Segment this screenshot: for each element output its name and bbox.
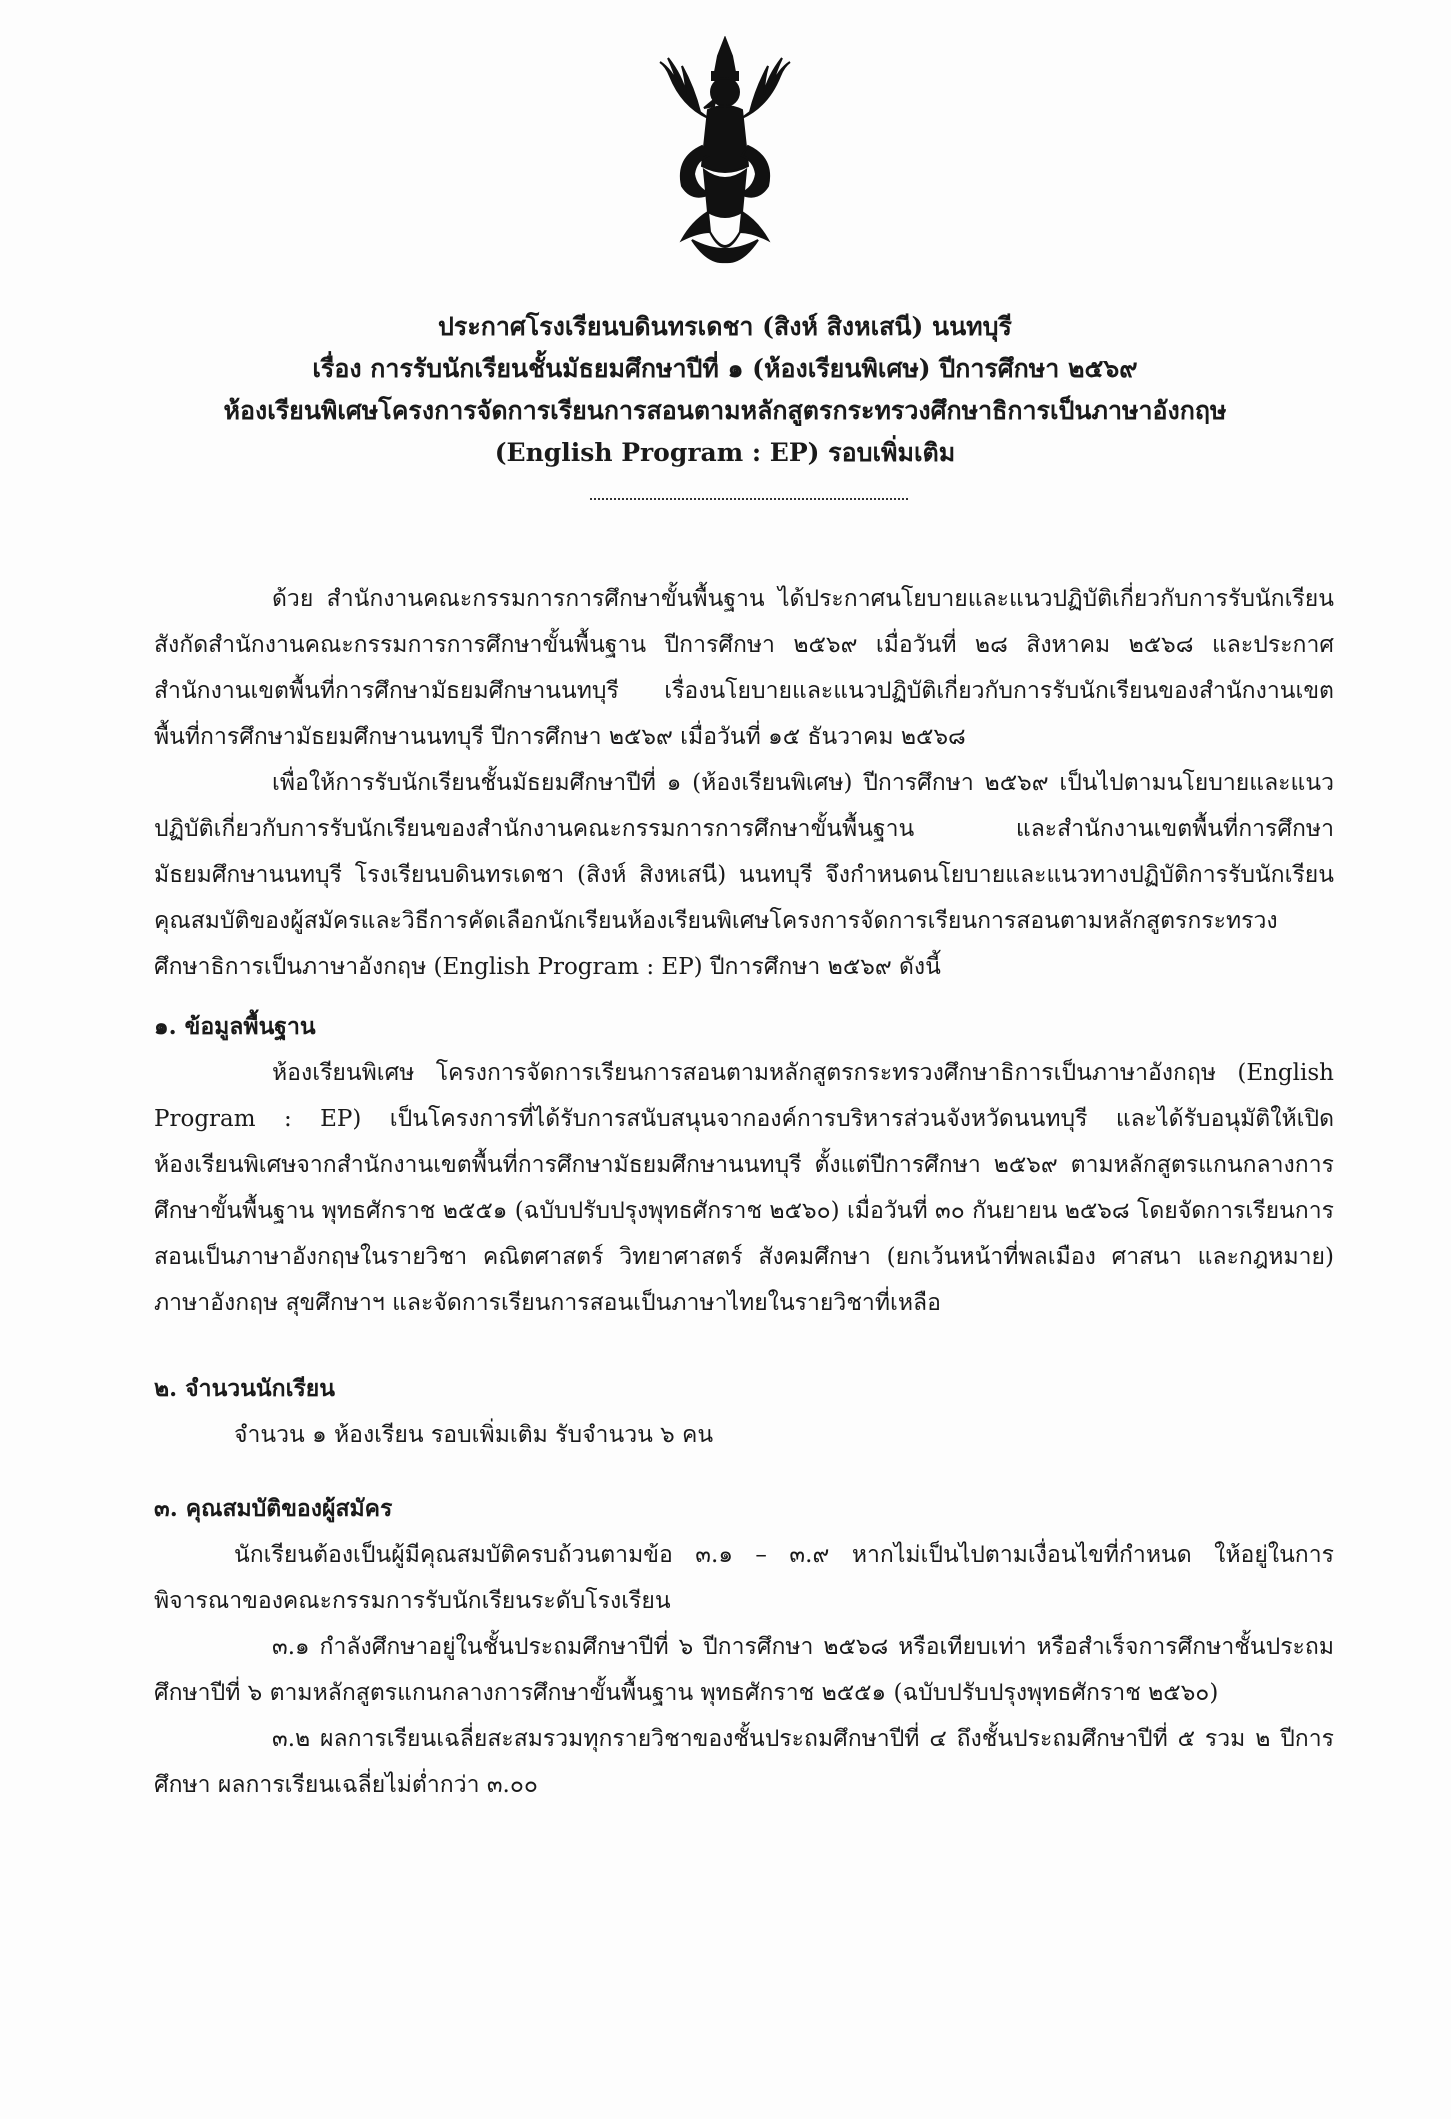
section-1-body: ห้องเรียนพิเศษ โครงการจัดการเรียนการสอนตามหลักสูตรกระทรวงศึกษาธิการเป็นภาษาอังกฤษ (English Program : EP) เป็นโครงการที่ได้รับการสนับสนุนจากองค์การบริหารส่วนจังหวัดนนทบุรี และได้รับอนุมัติให้เปิดห้องเรียนพิเศษจากสำนักงานเขตพื้นที่การศึกษามัธยมศึกษานนทบุรี ตั้งแต่ปีการศึกษา ๒๕๖๙ ตามหลักสูตรแกนกลางการศึกษาขั้นพื้นฐาน พุทธศักราช ๒๕๕๑ (ฉบับปรับปรุงพุทธศักราช ๒๕๖๐) เมื่อวันที่ ๓๐ กันยายน ๒๕๖๘ โดยจัดการเรียนการสอนเป็นภาษาอังกฤษในรายวิชา คณิตศาสตร์ วิทยาศาสตร์ สังคมศึกษา (ยกเว้นหน้าที่พลเมือง ศาสนา และกฎหมาย) ภาษาอังกฤษ สุขศึกษาฯ และจัดการเรียนการสอนเป็นภาษาไทยในรายวิชาที่เหลือ bbox=[154, 1060, 1334, 1316]
section-3-intro: นักเรียนต้องเป็นผู้มีคุณสมบัติครบถ้วนตามข้อ ๓.๑ – ๓.๙ หากไม่เป็นไปตามเงื่อนไขที่กำหนด ให้อยู่ในการพิจารณาของคณะกรรมการรับนักเรียนระดับโรงเรียน bbox=[154, 1542, 1334, 1614]
header-round-line: (English Program : EP) รอบเพิ่มเติม bbox=[494, 438, 956, 467]
header-divider bbox=[590, 498, 908, 500]
section-2-heading: ๒. จำนวนนักเรียน bbox=[154, 1375, 335, 1402]
section-3-item-2: ๓.๒ ผลการเรียนเฉลี่ยสะสมรวมทุกรายวิชาของชั้นประถมศึกษาปีที่ ๔ ถึงชั้นประถมศึกษาปีที่ ๕ รวม ๒ ปีการศึกษา ผลการเรียนเฉลี่ยไม่ต่ำกว่า ๓.๐๐ bbox=[154, 1726, 1334, 1798]
announcement-header bbox=[150, 306, 1300, 474]
garuda-emblem-icon bbox=[652, 36, 798, 264]
header-school-line: ประกาศโรงเรียนบดินทรเดชา (สิงห์ สิงหเสนี) นนทบุรี bbox=[438, 312, 1012, 341]
section-1-heading: ๑. ข้อมูลพื้นฐาน bbox=[154, 1013, 316, 1040]
section-3-heading: ๓. คุณสมบัติของผู้สมัคร bbox=[154, 1495, 393, 1522]
intro-paragraph-2: เพื่อให้การรับนักเรียนชั้นมัธยมศึกษาปีที่ ๑ (ห้องเรียนพิเศษ) ปีการศึกษา ๒๕๖๙ เป็นไปตามนโยบายและแนวปฏิบัติเกี่ยวกับการรับนักเรียนของสำนักงานคณะกรรมการการศึกษาขั้นพื้นฐาน และสำนักงานเขตพื้นที่การศึกษามัธยมศึกษานนทบุรี โรงเรียนบดินทรเดชา (สิงห์ สิงหเสนี) นนทบุรี จึงกำหนดนโยบายและแนวทางปฏิบัติการรับนักเรียนคุณสมบัติของผู้สมัครและวิธีการคัดเลือกนักเรียนห้องเรียนพิเศษโครงการจัดการเรียนการสอนตามหลักสูตรกระทรวงศึกษาธิการเป็นภาษาอังกฤษ (English Program : EP) ปีการศึกษา ๒๕๖๙ ดังนี้ bbox=[154, 770, 1334, 980]
document-body bbox=[154, 576, 1334, 1808]
section-3-item-1: ๓.๑ กำลังศึกษาอยู่ในชั้นประถมศึกษาปีที่ ๖ ปีการศึกษา ๒๕๖๘ หรือเทียบเท่า หรือสำเร็จการศึกษาชั้นประถมศึกษาปีที่ ๖ ตามหลักสูตรแกนกลางการศึกษาขั้นพื้นฐาน พุทธศักราช ๒๕๕๑ (ฉบับปรับปรุงพุทธศักราช ๒๕๖๐) bbox=[154, 1634, 1334, 1706]
intro-paragraph-1: ด้วย สำนักงานคณะกรรมการการศึกษาขั้นพื้นฐาน ได้ประกาศนโยบายและแนวปฏิบัติเกี่ยวกับการรับนักเรียน สังกัดสำนักงานคณะกรรมการการศึกษาขั้นพื้นฐาน ปีการศึกษา ๒๕๖๙ เมื่อวันที่ ๒๘ สิงหาคม ๒๕๖๘ และประกาศสำนักงานเขตพื้นที่การศึกษามัธยมศึกษานนทบุรี เรื่องนโยบายและแนวปฏิบัติเกี่ยวกับการรับนักเรียนของสำนักงานเขตพื้นที่การศึกษามัธยมศึกษานนทบุรี ปีการศึกษา ๒๕๖๙ เมื่อวันที่ ๑๕ ธันวาคม ๒๕๖๘ bbox=[154, 586, 1334, 750]
header-subject-line: เรื่อง การรับนักเรียนชั้นมัธยมศึกษาปีที่ ๑ (ห้องเรียนพิเศษ) ปีการศึกษา ๒๕๖๙ bbox=[312, 354, 1138, 383]
header-program-line: ห้องเรียนพิเศษโครงการจัดการเรียนการสอนตามหลักสูตรกระทรวงศึกษาธิการเป็นภาษาอังกฤษ bbox=[223, 396, 1227, 425]
section-2-body: จำนวน ๑ ห้องเรียน รอบเพิ่มเติม รับจำนวน ๖ คน bbox=[234, 1422, 714, 1448]
